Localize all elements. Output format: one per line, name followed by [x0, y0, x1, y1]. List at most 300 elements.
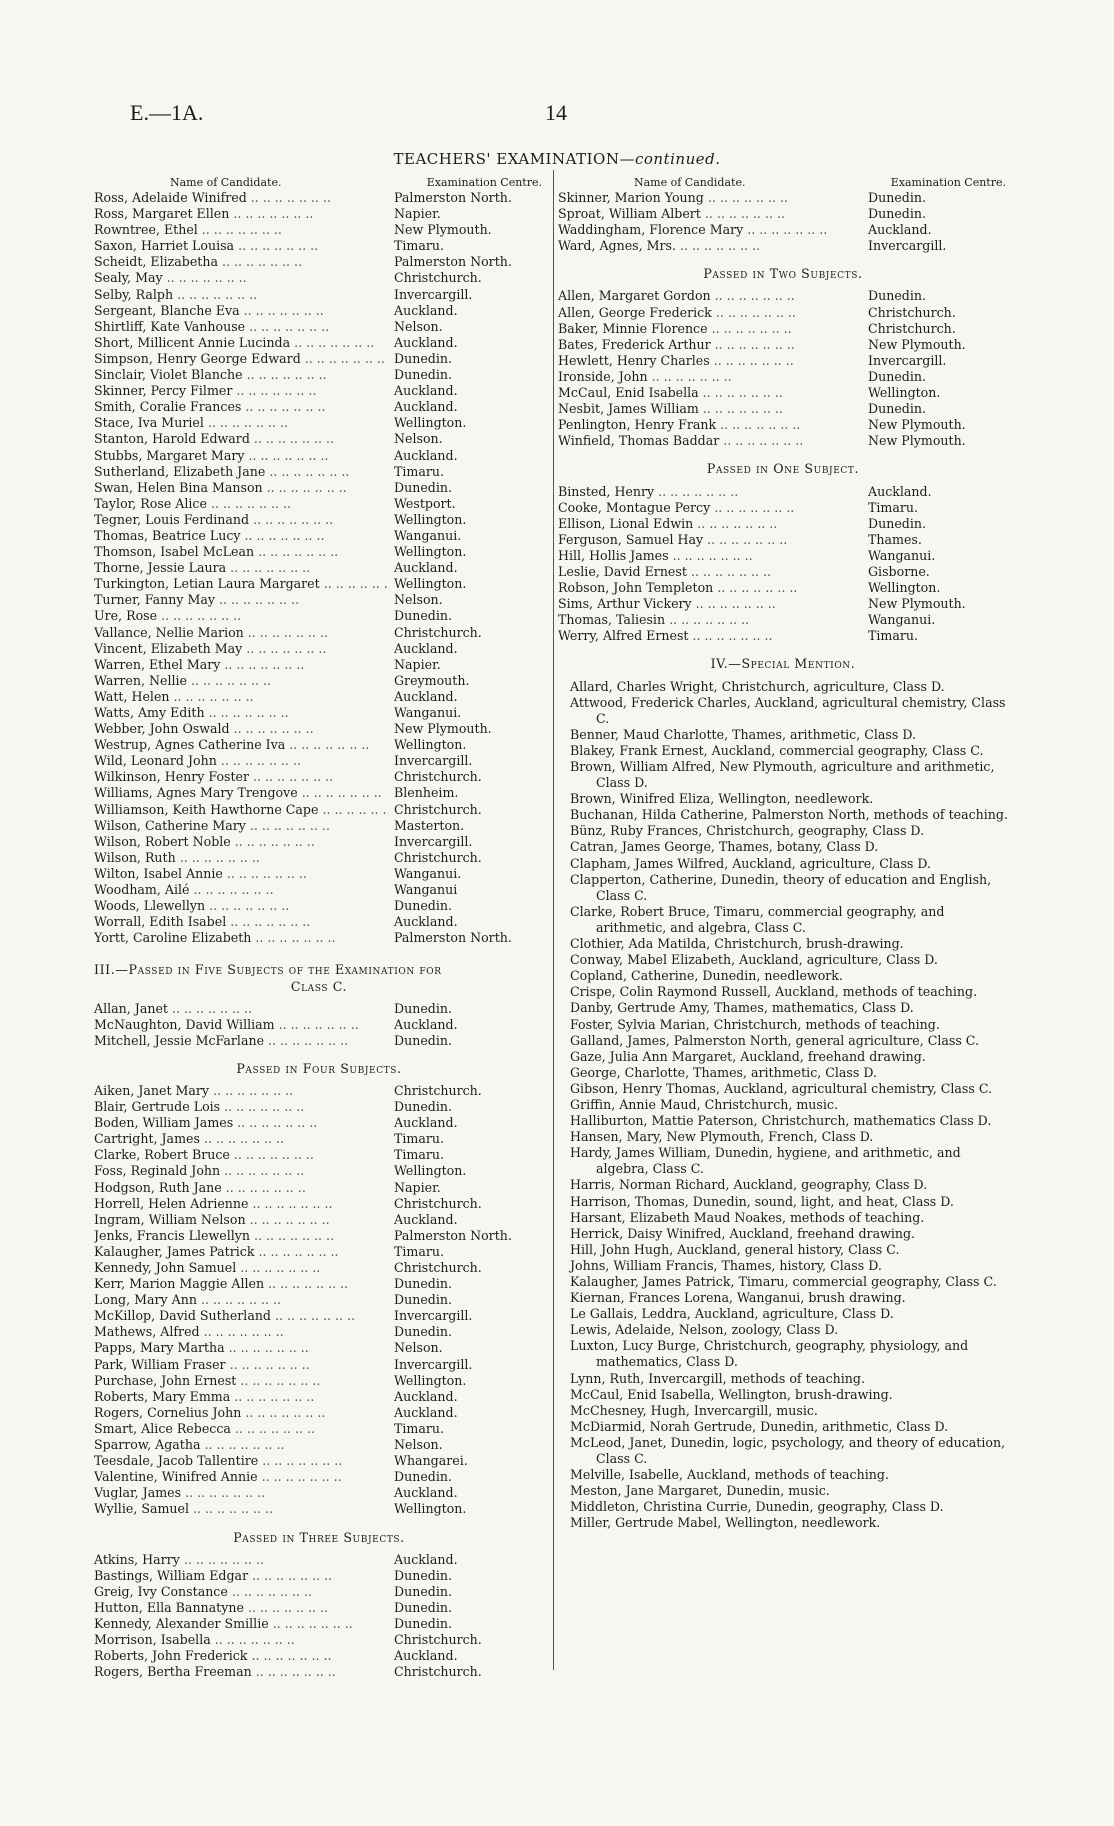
candidate-row: [94, 319, 544, 335]
section-heading-line: III.—Passed in Five Subjects of the Examination for: [94, 962, 442, 978]
candidate-name: Hewlett, Henry Charles ..: [558, 353, 862, 369]
candidate-list-one: [558, 484, 1008, 645]
candidate-row: [94, 850, 544, 866]
candidate-row: [94, 673, 544, 689]
candidate-row: [94, 351, 544, 367]
candidate-name: Sutherland, Elizabeth Jane ..: [94, 464, 388, 480]
candidate-row: [94, 705, 544, 721]
candidate-name: Thomson, Isabel McLean ..: [94, 544, 388, 560]
special-mention-entry: Gaze, Julia Ann Margaret, Auckland, freehand drawing.: [570, 1048, 926, 1064]
candidate-name: Webber, John Oswald ..: [94, 721, 388, 737]
candidate-name: Ferguson, Samuel Hay ..: [558, 532, 862, 548]
special-mention-entry: Hardy, James William, Dunedin, hygiene, and arithmetic, and algebra, Class C.: [570, 1145, 961, 1177]
candidate-name: McCaul, Enid Isabella ..: [558, 385, 862, 401]
candidate-row: [94, 1648, 544, 1664]
candidate-name: Mathews, Alfred ..: [94, 1324, 388, 1340]
candidate-name: Rogers, Cornelius John ..: [94, 1405, 388, 1421]
examination-centre: Wellington.: [394, 1501, 467, 1517]
candidate-row: [94, 1292, 544, 1308]
special-mention-entry: Kiernan, Frances Lorena, Wanganui, brush drawing.: [570, 1290, 906, 1306]
candidate-name: Swan, Helen Bina Manson ..: [94, 480, 388, 496]
examination-centre: Wellington.: [394, 511, 467, 527]
candidate-name: Warren, Ethel Mary ..: [94, 657, 388, 673]
candidate-name: Watts, Amy Edith ..: [94, 705, 388, 721]
candidate-name: Ward, Agnes, Mrs. ..: [558, 238, 862, 254]
candidate-row: [558, 385, 1008, 401]
candidate-name: Kennedy, Alexander Smillie ..: [94, 1616, 388, 1632]
special-mention-entry: McLeod, Janet, Dunedin, logic, psychology, and theory of education, Class C.: [570, 1434, 1006, 1467]
candidate-row: [94, 238, 544, 254]
candidate-row: [94, 431, 544, 447]
section-heading-line: Class C.: [290, 978, 348, 994]
candidate-row: [94, 1616, 544, 1632]
examination-centre: Palmerston North.: [394, 930, 512, 946]
candidate-name: Hill, Hollis James ..: [558, 548, 862, 564]
candidate-row: [94, 625, 544, 641]
examination-centre: Nelson.: [394, 431, 443, 447]
centre-header: Examination Centre.: [426, 176, 542, 189]
candidate-name: Stubbs, Margaret Mary ..: [94, 448, 388, 464]
candidate-row: [558, 628, 1008, 644]
candidate-name: Greig, Ivy Constance ..: [94, 1584, 388, 1600]
section-heading-two-subjects: Passed in Two Subjects.: [703, 266, 863, 282]
examination-centre: Auckland.: [394, 1388, 458, 1404]
candidate-name: Rowntree, Ethel ..: [94, 222, 388, 238]
candidate-name: Wilson, Catherine Mary ..: [94, 818, 388, 834]
examination-centre: Dunedin.: [394, 1583, 452, 1599]
candidate-row: [558, 596, 1008, 612]
candidate-name: Robson, John Templeton ..: [558, 580, 862, 596]
section-heading-five-subjects: [94, 962, 544, 994]
candidate-name: Watt, Helen ..: [94, 689, 388, 705]
examination-centre: Dunedin.: [394, 1000, 452, 1016]
candidate-name: Ironside, John ..: [558, 369, 862, 385]
examination-centre: Christchurch.: [394, 1082, 482, 1098]
candidate-row: [94, 657, 544, 673]
examination-centre: Invercargill.: [394, 1308, 473, 1324]
examination-centre: Blenheim.: [394, 785, 459, 801]
right-column-header: [558, 175, 1008, 190]
candidate-name: Sproat, William Albert ..: [558, 206, 862, 222]
candidate-name: Nesbit, James William ..: [558, 401, 862, 417]
candidate-row: [94, 1405, 544, 1421]
candidate-row: [558, 305, 1008, 321]
candidate-name: Sims, Arthur Vickery ..: [558, 596, 862, 612]
examination-centre: Dunedin.: [394, 1599, 452, 1615]
candidate-row: [94, 785, 544, 801]
candidate-row: [94, 1469, 544, 1485]
candidate-name: Allen, Margaret Gordon ..: [558, 288, 862, 304]
document-reference: E.—1A.: [130, 100, 204, 125]
candidate-row: [94, 270, 544, 286]
special-mention-entry: Clapperton, Catherine, Dunedin, theory of education and English, Class C.: [570, 871, 992, 903]
candidate-name: Wilson, Ruth ..: [94, 850, 388, 866]
examination-centre: Invercargill.: [868, 352, 947, 368]
candidate-name: Sergeant, Blanche Eva ..: [94, 303, 388, 319]
examination-centre: Masterton.: [394, 817, 465, 833]
candidate-name: Westrup, Agnes Catherine Iva ..: [94, 737, 388, 753]
candidate-row: [558, 353, 1008, 369]
candidate-name: Teesdale, Jacob Tallentire ..: [94, 1453, 388, 1469]
candidate-name: Simpson, Henry George Edward ..: [94, 351, 388, 367]
candidate-row: [94, 641, 544, 657]
examination-centre: Wellington.: [868, 385, 941, 401]
candidate-name: Wilkinson, Henry Foster ..: [94, 769, 388, 785]
candidate-row: [558, 532, 1008, 548]
section-heading-special-mention: IV.—Special Mention.: [710, 656, 856, 672]
special-mention-entry: Galland, James, Palmerston North, general agriculture, Class C.: [570, 1032, 980, 1048]
examination-centre: New Plymouth.: [394, 721, 492, 737]
candidate-row: [94, 1180, 544, 1196]
candidate-name: Rogers, Bertha Freeman ..: [94, 1664, 388, 1680]
special-mention-entry: Gibson, Henry Thomas, Auckland, agricultural chemistry, Class C.: [570, 1080, 993, 1096]
examination-centre: Wellington.: [394, 1372, 467, 1388]
title-text: TEACHERS' EXAMINATION—: [393, 150, 635, 168]
examination-centre: Timaru.: [394, 463, 445, 479]
left-column: [94, 175, 544, 1680]
candidate-list-continued: [94, 190, 544, 946]
examination-centre: Westport.: [394, 495, 456, 511]
special-mention-entry: Melville, Isabelle, Auckland, methods of teaching.: [570, 1467, 889, 1483]
special-mention-entry: Miller, Gertrude Mabel, Wellington, needlework.: [570, 1515, 881, 1531]
special-mention-entry: Brown, William Alfred, New Plymouth, agriculture and arithmetic, Class D.: [570, 759, 995, 791]
examination-centre: Christchurch.: [394, 1195, 482, 1211]
candidate-row: [94, 914, 544, 930]
examination-centre: Dunedin.: [394, 898, 452, 914]
section-heading-four-subjects: Passed in Four Subjects.: [236, 1060, 402, 1076]
candidate-name: Purchase, John Ernest ..: [94, 1373, 388, 1389]
candidate-row: [94, 1260, 544, 1276]
candidate-row: [558, 548, 1008, 564]
special-mention-entry: Foster, Sylvia Marian, Christchurch, methods of teaching.: [570, 1016, 940, 1032]
special-mention-entry: George, Charlotte, Thames, arithmetic, Class D.: [570, 1064, 878, 1080]
column-divider: [553, 170, 554, 1670]
candidate-row: [94, 576, 544, 592]
examination-centre: Auckland.: [394, 560, 458, 576]
special-mention-entry: Kalaugher, James Patrick, Timaru, commercial geography, Class C.: [570, 1274, 997, 1289]
examination-centre: Nelson.: [394, 1340, 443, 1356]
candidate-list-three: [94, 1552, 544, 1681]
candidate-name: Sinclair, Violet Blanche ..: [94, 367, 388, 383]
examination-centre: Invercargill.: [868, 238, 947, 254]
candidate-row: [94, 1421, 544, 1437]
examination-centre: Dunedin.: [868, 206, 926, 222]
candidate-row: [94, 480, 544, 496]
candidate-name: Valentine, Winifred Annie ..: [94, 1469, 388, 1485]
candidate-row: [558, 580, 1008, 596]
examination-centre: Dunedin.: [394, 1276, 452, 1292]
candidate-row: [558, 206, 1008, 222]
candidate-row: [94, 1212, 544, 1228]
candidate-row: [94, 1147, 544, 1163]
candidate-name: Stanton, Harold Edward ..: [94, 431, 388, 447]
section-heading-one-subject: Passed in One Subject.: [706, 461, 860, 477]
candidate-name: Kalaugher, James Patrick ..: [94, 1244, 388, 1260]
special-mention-entry: Crispe, Colin Raymond Russell, Auckland, methods of teaching.: [570, 984, 978, 1000]
candidate-row: [94, 383, 544, 399]
candidate-name: Roberts, Mary Emma ..: [94, 1389, 388, 1405]
examination-centre: Christchurch.: [394, 1632, 482, 1648]
candidate-row: [94, 544, 544, 560]
candidate-name: Baker, Minnie Florence ..: [558, 321, 862, 337]
candidate-row: [94, 1373, 544, 1389]
candidate-row: [94, 1664, 544, 1680]
candidate-name: Smith, Coralie Frances ..: [94, 399, 388, 415]
candidate-name: Shirtliff, Kate Vanhouse ..: [94, 319, 388, 335]
candidate-name: Ross, Adelaide Winifred ..: [94, 190, 388, 206]
candidate-row: [558, 190, 1008, 206]
candidate-row: [94, 1308, 544, 1324]
candidate-row: [94, 1552, 544, 1568]
candidate-name: Thomas, Beatrice Lucy ..: [94, 528, 388, 544]
candidate-row: [558, 500, 1008, 516]
candidate-name: Williams, Agnes Mary Trengove ..: [94, 785, 388, 801]
examination-centre: Napier.: [394, 656, 441, 672]
candidate-row: [558, 516, 1008, 532]
examination-centre: Dunedin.: [868, 288, 926, 304]
candidate-row: [94, 303, 544, 319]
examination-centre: Wanganui.: [868, 547, 936, 563]
special-mention-entry: Bünz, Ruby Frances, Christchurch, geography, Class D.: [570, 823, 925, 839]
special-mention-entry: Allard, Charles Wright, Christchurch, agriculture, Class D.: [570, 678, 945, 694]
candidate-name: Taylor, Rose Alice ..: [94, 496, 388, 512]
candidate-name: Selby, Ralph ..: [94, 287, 388, 303]
candidate-name: Thomas, Taliesin ..: [558, 612, 862, 628]
candidate-row: [558, 337, 1008, 353]
candidate-row: [94, 592, 544, 608]
special-mention-entry: Attwood, Frederick Charles, Auckland, agricultural chemistry, Class C.: [570, 694, 1006, 726]
examination-centre: Auckland.: [394, 1648, 458, 1664]
special-mention-entry: Middleton, Christina Currie, Dunedin, geography, Class D.: [570, 1499, 944, 1515]
candidate-name: Waddingham, Florence Mary ..: [558, 222, 862, 238]
examination-centre: Christchurch.: [868, 304, 956, 320]
special-mention-entry: Hill, John Hugh, Auckland, general history, Class C.: [570, 1241, 900, 1257]
candidate-row: [94, 1568, 544, 1584]
candidate-row: [94, 802, 544, 818]
candidate-name: Bastings, William Edgar ..: [94, 1568, 388, 1584]
candidate-name: Kerr, Marion Maggie Allen ..: [94, 1276, 388, 1292]
candidate-row: [94, 866, 544, 882]
special-mention-entry: Catran, James George, Thames, botany, Class D.: [570, 839, 879, 855]
candidate-row: [94, 560, 544, 576]
candidate-name: Horrell, Helen Adrienne ..: [94, 1196, 388, 1212]
candidate-name: Vallance, Nellie Marion ..: [94, 625, 388, 641]
candidate-name: Foss, Reginald John ..: [94, 1163, 388, 1179]
examination-centre: Auckland.: [394, 447, 458, 463]
special-mention-entry: Luxton, Lucy Burge, Christchurch, geography, physiology, and mathematics, Class D.: [570, 1338, 969, 1370]
candidate-row: [94, 190, 544, 206]
candidate-name: Thorne, Jessie Laura ..: [94, 560, 388, 576]
candidate-name: Blair, Gertrude Lois ..: [94, 1099, 388, 1115]
candidate-row: [94, 1083, 544, 1099]
examination-centre: Auckland.: [394, 383, 458, 399]
candidate-row: [558, 564, 1008, 580]
candidate-row: [558, 369, 1008, 385]
candidate-name: Worrall, Edith Isabel ..: [94, 914, 388, 930]
examination-centre: Christchurch.: [394, 1260, 482, 1275]
special-mention-entry: Lynn, Ruth, Invercargill, methods of teaching.: [570, 1370, 865, 1386]
special-mention-entry: McChesney, Hugh, Invercargill, music.: [570, 1402, 818, 1418]
examination-centre: Wellington.: [394, 576, 467, 592]
examination-centre: Christchurch.: [394, 849, 482, 865]
examination-centre: Napier.: [394, 206, 441, 222]
candidate-name: Mitchell, Jessie McFarlane ..: [94, 1033, 388, 1049]
candidate-name: Winfield, Thomas Baddar ..: [558, 433, 862, 449]
candidate-row: [94, 1001, 544, 1017]
candidate-row: [94, 399, 544, 415]
candidate-row: [94, 1276, 544, 1292]
candidate-name: Wyllie, Samuel ..: [94, 1501, 388, 1517]
candidate-row: [94, 834, 544, 850]
candidate-row: [94, 1453, 544, 1469]
candidate-row: [558, 401, 1008, 417]
title-continued: continued.: [634, 150, 721, 168]
candidate-row: [94, 1600, 544, 1616]
candidate-row: [558, 238, 1008, 254]
examination-centre: Nelson.: [394, 318, 443, 334]
special-mention-entry: Le Gallais, Leddra, Auckland, agriculture, Class D.: [570, 1306, 894, 1322]
candidate-name: Tegner, Louis Ferdinand ..: [94, 512, 388, 528]
special-mention-entry: McCaul, Enid Isabella, Wellington, brush-drawing.: [570, 1386, 893, 1402]
examination-centre: Auckland.: [868, 222, 932, 238]
examination-centre: Wanganui.: [394, 527, 462, 543]
candidate-name: Saxon, Harriet Louisa ..: [94, 238, 388, 254]
examination-centre: Dunedin.: [868, 190, 926, 205]
examination-centre: Wanganui.: [394, 865, 462, 881]
candidate-name: McKillop, David Sutherland ..: [94, 1308, 388, 1324]
candidate-name: Woodham, Ailé ..: [94, 882, 388, 898]
candidate-name: Papps, Mary Martha ..: [94, 1340, 388, 1356]
special-mention-entry: Halliburton, Mattie Paterson, Christchurch, mathematics Class D.: [570, 1113, 992, 1129]
special-mention-list: [558, 679, 1008, 1532]
examination-centre: Auckland.: [868, 483, 932, 499]
examination-centre: Timaru.: [394, 1147, 445, 1163]
examination-centre: Napier.: [394, 1179, 441, 1195]
examination-centre: Timaru.: [868, 499, 919, 515]
special-mention-entry: Johns, William Francis, Thames, history, Class D.: [570, 1257, 882, 1273]
candidate-name: McNaughton, David William ..: [94, 1017, 388, 1033]
examination-centre: Timaru.: [394, 238, 445, 254]
examination-centre: Timaru.: [868, 628, 919, 644]
candidate-row: [94, 367, 544, 383]
candidate-name: Park, William Fraser ..: [94, 1357, 388, 1373]
examination-centre: Wanganui.: [394, 705, 462, 720]
examination-centre: Auckland.: [394, 1115, 458, 1131]
candidate-list-five: [94, 1001, 544, 1049]
candidate-row: [94, 415, 544, 431]
examination-centre: Dunedin.: [868, 515, 926, 531]
candidate-row: [94, 1196, 544, 1212]
examination-centre: New Plymouth.: [868, 336, 966, 352]
candidate-row: [558, 321, 1008, 337]
candidate-name: Ure, Rose ..: [94, 608, 388, 624]
candidate-name: Clarke, Robert Bruce ..: [94, 1147, 388, 1163]
examination-centre: Auckland.: [394, 1211, 458, 1227]
candidate-row: [94, 1485, 544, 1501]
candidate-row: [94, 254, 544, 270]
candidate-row: [94, 1244, 544, 1260]
examination-centre: Dunedin.: [868, 368, 926, 384]
candidate-name: Skinner, Percy Filmer ..: [94, 383, 388, 399]
candidate-name: Sealy, May ..: [94, 270, 388, 286]
special-mention-entry: Clothier, Ada Matilda, Christchurch, brush-drawing.: [570, 936, 904, 952]
candidate-name: Cartright, James ..: [94, 1131, 388, 1147]
section-heading-three-subjects: Passed in Three Subjects.: [233, 1529, 405, 1545]
candidate-row: [94, 1501, 544, 1517]
candidate-name: Wild, Leonard John ..: [94, 753, 388, 769]
examination-centre: Dunedin.: [394, 350, 452, 366]
candidate-row: [558, 484, 1008, 500]
examination-centre: New Plymouth.: [868, 596, 966, 612]
examination-centre: Dunedin.: [868, 401, 926, 417]
examination-centre: Dunedin.: [394, 479, 452, 495]
examination-centre: Greymouth.: [394, 672, 470, 688]
candidate-row: [94, 721, 544, 737]
special-mention-entry: Benner, Maud Charlotte, Thames, arithmetic, Class D.: [570, 726, 916, 742]
candidate-name: Ross, Margaret Ellen ..: [94, 206, 388, 222]
special-mention-entry: Hansen, Mary, New Plymouth, French, Class D.: [570, 1129, 874, 1145]
candidate-name: Long, Mary Ann ..: [94, 1292, 388, 1308]
candidate-name: Sparrow, Agatha ..: [94, 1437, 388, 1453]
examination-centre: Dunedin.: [394, 1099, 452, 1115]
candidate-name: Penlington, Henry Frank ..: [558, 417, 862, 433]
candidate-name: Jenks, Francis Llewellyn ..: [94, 1228, 388, 1244]
candidate-name: Kennedy, John Samuel ..: [94, 1260, 388, 1276]
examination-centre: Wanganui.: [868, 612, 936, 628]
special-mention-entry: Harris, Norman Richard, Auckland, geography, Class D.: [570, 1177, 928, 1193]
examination-centre: Dunedin.: [394, 1324, 452, 1340]
special-mention-entry: Lewis, Adelaide, Nelson, zoology, Class D.: [570, 1322, 839, 1338]
examination-centre: Dunedin.: [394, 1469, 452, 1485]
candidate-name: Turner, Fanny May ..: [94, 592, 388, 608]
candidate-row: [94, 1115, 544, 1131]
examination-centre: Auckland.: [394, 1016, 458, 1032]
candidate-list-two: [558, 288, 1008, 449]
candidate-row: [558, 288, 1008, 304]
page-title: [0, 150, 1114, 168]
centre-header: Examination Centre.: [890, 176, 1006, 189]
candidate-row: [94, 448, 544, 464]
examination-centre: Christchurch.: [394, 270, 482, 286]
candidate-row: [94, 1584, 544, 1600]
candidate-name: Ingram, William Nelson ..: [94, 1212, 388, 1228]
examination-centre: Wellington.: [394, 737, 467, 753]
candidate-row: [94, 1131, 544, 1147]
examination-centre: New Plymouth.: [868, 433, 966, 449]
candidate-row: [94, 1389, 544, 1405]
candidate-name: Roberts, John Frederick ..: [94, 1648, 388, 1664]
examination-centre: Nelson.: [394, 1437, 443, 1453]
special-mention-entry: Brown, Winifred Eliza, Wellington, needlework.: [570, 791, 874, 807]
candidate-name: Hodgson, Ruth Jane ..: [94, 1180, 388, 1196]
candidate-row: [94, 930, 544, 946]
left-column-header: [94, 175, 544, 190]
examination-centre: Auckland.: [394, 640, 458, 656]
examination-centre: Auckland.: [394, 302, 458, 318]
page-number: 14: [545, 100, 567, 125]
examination-centre: Dunedin.: [394, 1615, 452, 1631]
candidate-row: [94, 1228, 544, 1244]
special-mention-entry: Buchanan, Hilda Catherine, Palmerston North, methods of teaching.: [570, 807, 1008, 823]
examination-centre: Auckland.: [394, 1551, 458, 1567]
candidate-row: [558, 417, 1008, 433]
examination-centre: Dunedin.: [394, 1567, 452, 1583]
examination-centre: Invercargill.: [394, 753, 473, 769]
candidate-name: Vincent, Elizabeth May ..: [94, 641, 388, 657]
candidate-name: Morrison, Isabella ..: [94, 1632, 388, 1648]
candidate-name: Leslie, David Ernest ..: [558, 564, 862, 580]
examination-centre: Auckland.: [394, 399, 458, 415]
